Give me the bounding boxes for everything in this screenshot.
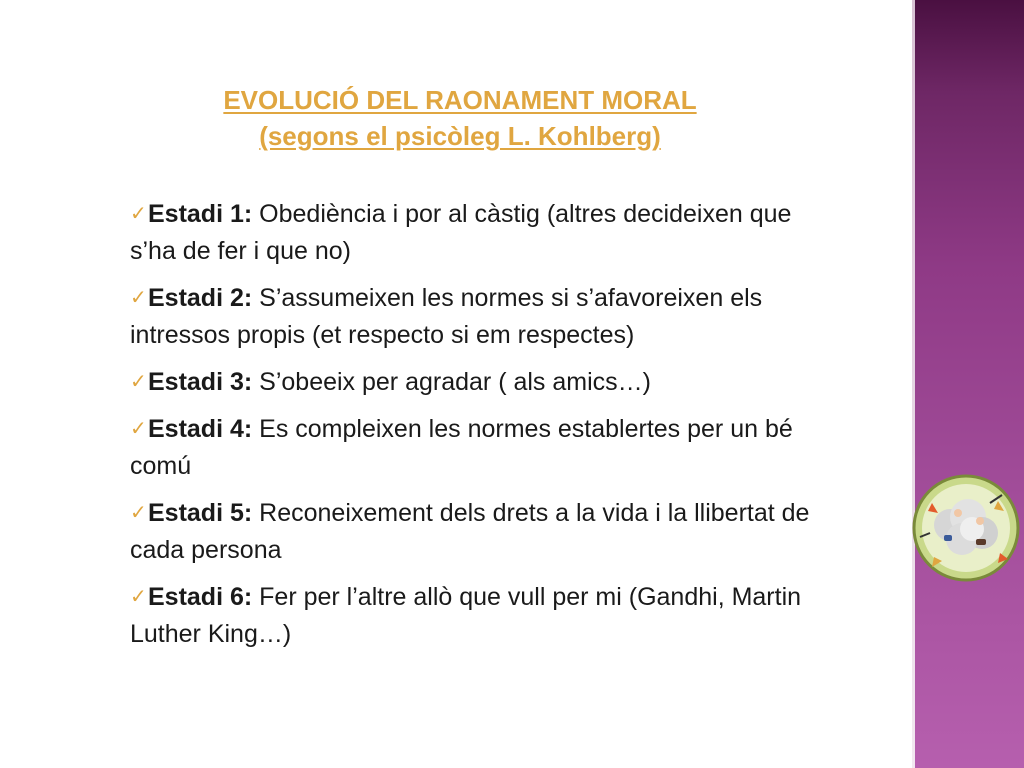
stage-text: Obediència i por al càstig (altres decideixen que s’ha de fer i que no): [130, 200, 792, 265]
check-icon: ✓: [130, 203, 147, 225]
stage-item-2: [130, 280, 810, 354]
stage-text: S’obeeix per agradar ( als amics…): [259, 368, 651, 396]
stage-text: Reconeixement dels drets a la vida i la llibertat de cada persona: [130, 499, 810, 564]
stage-label: Estadi 5:: [148, 499, 253, 527]
stage-item-1: [130, 196, 810, 270]
check-icon: ✓: [130, 371, 147, 393]
stage-text: S’assumeixen les normes si s’afavoreixen els intressos propis (et respecto si em respectes): [130, 284, 763, 349]
stage-label: Estadi 6:: [148, 583, 253, 611]
stage-label: Estadi 1:: [148, 200, 253, 228]
check-icon: ✓: [130, 418, 147, 440]
title-line-2: (segons el psicòleg L. Kohlberg): [259, 121, 661, 151]
side-decoration-band: [912, 0, 1024, 768]
check-icon: ✓: [130, 287, 147, 309]
stage-label: Estadi 2:: [148, 284, 253, 312]
stage-list: [130, 196, 810, 663]
check-icon: ✓: [130, 586, 147, 608]
stage-text: Fer per l’altre allò que vull per mi (Gandhi, Martin Luther King…): [130, 583, 802, 648]
stage-label: Estadi 4:: [148, 415, 253, 443]
stage-item-4: [130, 411, 810, 485]
stage-item-3: [130, 364, 810, 401]
slide-title: [150, 82, 770, 154]
title-line-1: EVOLUCIÓ DEL RAONAMENT MORAL: [223, 85, 697, 115]
stage-item-6: [130, 579, 810, 653]
check-icon: ✓: [130, 502, 147, 524]
stage-text: Es compleixen les normes establertes per un bé comú: [130, 415, 793, 480]
side-band-edge: [912, 0, 915, 768]
stage-item-5: [130, 495, 810, 569]
cartoon-fight-icon: [910, 473, 1022, 583]
stage-label: Estadi 3:: [148, 368, 253, 396]
